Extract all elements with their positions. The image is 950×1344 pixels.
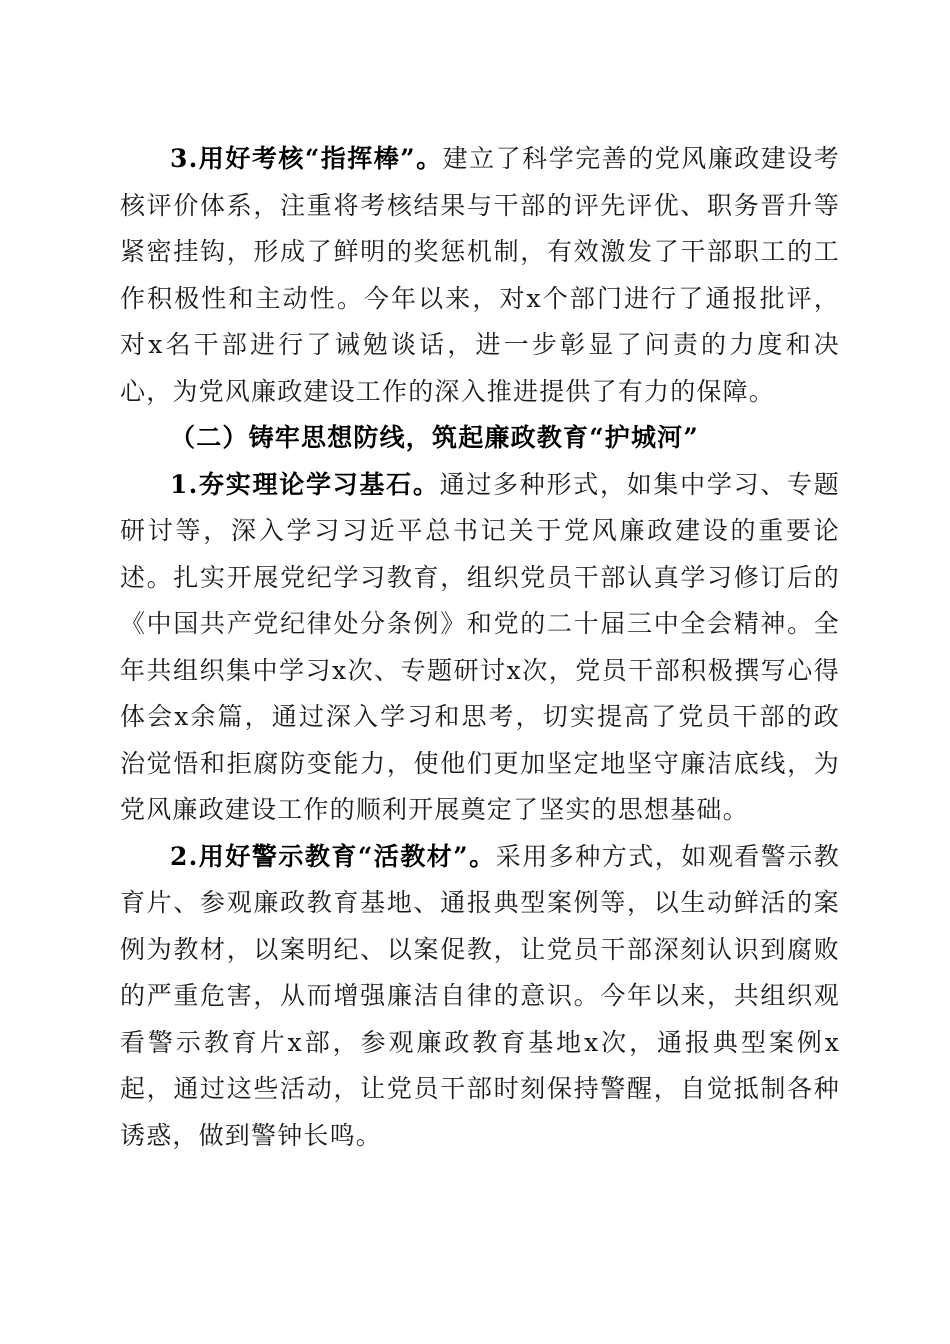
paragraph-lead: 2.用好警示教育“活教材”。	[170, 841, 496, 871]
paragraph-theory-study	[120, 462, 840, 834]
document-body	[120, 136, 840, 1159]
paragraph-lead: 1.夯实理论学习基石。	[170, 469, 440, 499]
paragraph-lead: 3.用好考核“指挥棒”。	[170, 144, 443, 173]
paragraph-text: 采用多种方式，如观看警示教育片、参观廉政教育基地、通报典型案例等，以生动鲜活的案例为教材，以案明纪、以案促教，让党员干部深刻认识到腐败的严重危害，从而增强廉洁自律的意识。今年以来，共组织观看警示教育片x部，参观廉政教育基地x次，通报典型案例x起，通过这些活动，让党员干部时刻保持警醒，自觉抵制各种诱惑，做到警钟长鸣。	[120, 841, 840, 1150]
section-heading: （二）铸牢思想防线，筑起廉政教育“护城河”	[170, 423, 699, 452]
paragraph-text: 建立了科学完善的党风廉政建设考核评价体系，注重将考核结果与干部的评先评优、职务晋升等紧密挂钩，形成了鲜明的奖惩机制，有效激发了干部职工的工作积极性和主动性。今年以来，对x个部门进行了通报批评，对x名干部进行了诫勉谈话，进一步彰显了问责的力度和决心，为党风廉政建设工作的深入推进提供了有力的保障。	[120, 144, 840, 406]
paragraph-text: 通过多种形式，如集中学习、专题研讨等，深入学习习近平总书记关于党风廉政建设的重要论述。扎实开展党纪学习教育，组织党员干部认真学习修订后的《中国共产党纪律处分条例》和党的二十届三中全会精神。全年共组织集中学习x次、专题研讨x次，党员干部积极撰写心得体会x余篇，通过深入学习和思考，切实提高了党员干部的政治觉悟和拒腐防变能力，使他们更加坚定地坚守廉洁底线，为党风廉政建设工作的顺利开展奠定了坚实的思想基础。	[120, 469, 840, 824]
paragraph-assessment	[120, 136, 840, 415]
paragraph-warning-education	[120, 834, 840, 1160]
